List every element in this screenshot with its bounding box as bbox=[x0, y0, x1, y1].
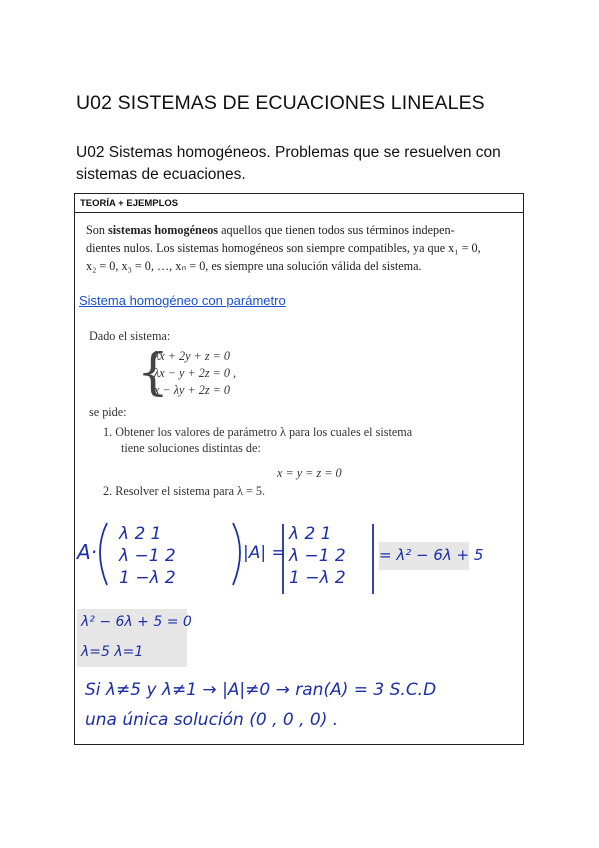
unique-solution: una única solución (0 , 0 , 0) . bbox=[85, 710, 339, 730]
theory-examples-box bbox=[74, 193, 524, 745]
theory-line1-a: Son bbox=[86, 223, 109, 237]
matrix-row-2: λ −1 2 bbox=[119, 546, 176, 566]
characteristic-equation: λ² − 6λ + 5 = 0 bbox=[81, 614, 192, 630]
equation-2: λx − y + 2z = 0 , bbox=[154, 366, 237, 380]
theory-bold-term: sistemas homogéneos bbox=[108, 223, 219, 237]
box-header: TEORÍA + EJEMPLOS bbox=[75, 194, 523, 213]
determinant-label: |A| = bbox=[243, 543, 286, 563]
lambda-roots: λ=5 λ=1 bbox=[81, 644, 144, 660]
matrix-row-1: λ 2 1 bbox=[119, 524, 162, 544]
det-row-3: 1 −λ 2 bbox=[289, 568, 346, 588]
page-subtitle: U02 Sistemas homogéneos. Problemas que se resuelven con sistemas de ecuaciones. bbox=[76, 144, 501, 183]
theory-line1-b: aquellos que tienen todos sus términos indepen- bbox=[218, 223, 455, 237]
theory-line2: dientes nulos. Los sistemas homogéneos son siempre compatibles, ya que x₁ = 0, bbox=[86, 241, 481, 255]
matrix-label: A· bbox=[77, 540, 98, 564]
system-brace: { bbox=[137, 343, 169, 401]
page-title: U02 SISTEMAS DE ECUACIONES LINEALES bbox=[76, 92, 485, 114]
equation-3: x − λy + 2z = 0 bbox=[154, 383, 230, 397]
rank-conclusion: Si λ≠5 y λ≠1 → |A|≠0 → ran(A) = 3 S.C.D bbox=[85, 680, 437, 700]
question-1-line-b: tiene soluciones distintas de: bbox=[121, 441, 261, 455]
question-2: 2. Resolver el sistema para λ = 5. bbox=[103, 484, 266, 498]
trivial-solution-eq: x = y = z = 0 bbox=[277, 466, 342, 480]
det-row-2: λ −1 2 bbox=[289, 546, 346, 566]
det-result: = λ² − 6λ + 5 bbox=[379, 546, 484, 564]
equation-1: λx + 2y + z = 0 bbox=[154, 349, 230, 363]
homogeneous-system-link[interactable]: Sistema homogéneo con parámetro bbox=[79, 293, 286, 308]
question-1-line-a: 1. Obtener los valores de parámetro λ para los cuales el sistema bbox=[103, 425, 413, 439]
se-pide-label: se pide: bbox=[89, 405, 127, 419]
matrix-row-3: 1 −λ 2 bbox=[119, 568, 176, 588]
det-row-1: λ 2 1 bbox=[289, 524, 332, 544]
problem-intro: Dado el sistema: bbox=[89, 329, 171, 343]
theory-line3: x₂ = 0, x₃ = 0, …, xₙ = 0, es siempre una solución válida del sistema. bbox=[86, 259, 422, 273]
